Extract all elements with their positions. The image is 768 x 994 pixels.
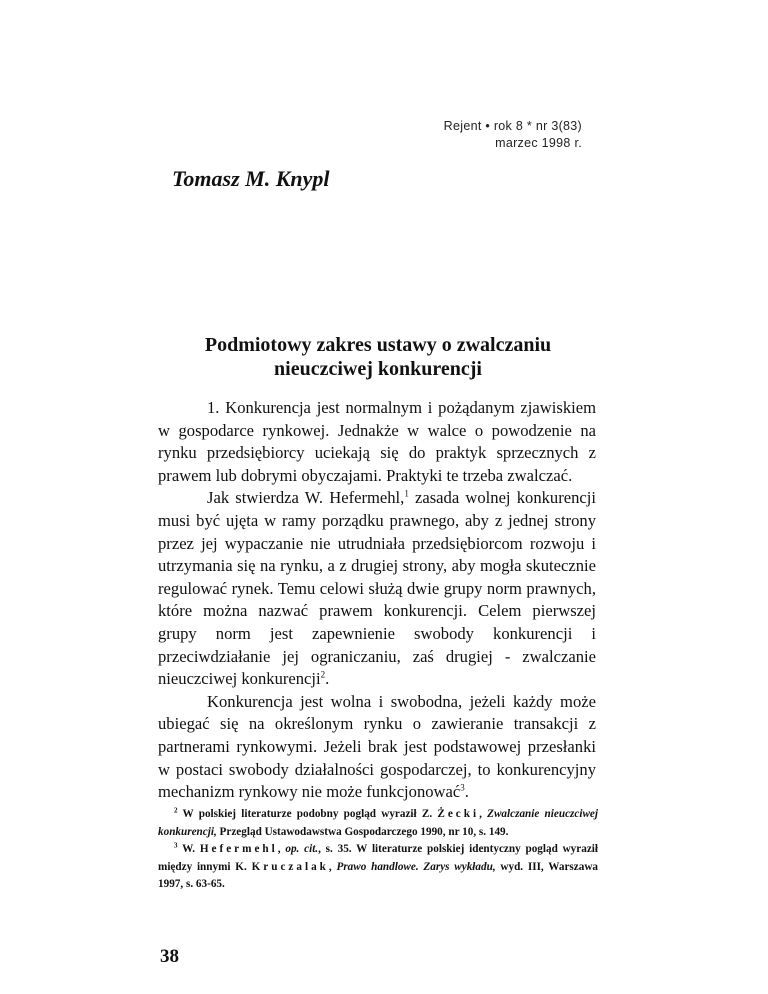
paragraph-3 [158,691,596,804]
footnote-2 [158,806,598,841]
journal-issue-line: Rejent • rok 8 * nr 3(83) [443,119,582,133]
article-title: Podmiotowy zakres ustawy o zwalczaniu nieuczciwej konkurencji [204,334,552,380]
footnote-2-number: 2 [174,806,178,815]
footnote-ref-3: 3 [460,782,465,793]
footnote-2-author: Żecki [437,808,480,820]
paragraph-2-part-b: zasada wolnej konkurencji musi być ujęta w ramy porządku prawnego, aby z jednej strony przez jej wypaczanie nie utrudniała przedsiębiorcom rozwoju i utrzymania się na rynku, a z drugiej strony, aby mogła skutecznie regulować rynek. Temu celowi służą dwie grupy norm prawnych, które można nazwać prawem konkurencji. Celem pierwszej grupy norm jest zapewnienie swobody konkurencji i przeciwdziałanie jej ograniczaniu, zaś drugiej - zwalczanie nieuczciwej konkurencji [158,488,596,689]
footnote-3-author-2: Kruczalak [251,860,329,873]
paragraph-1: 1. Konkurencja jest normalnym i pożądanym zjawiskiem w gospodarce rynkowej. Jednakże w walce o powodzenie na rynku przedsiębiorcy uciekają się do praktyk sprzecznych z prawem lub dobrymi obyczajami. Praktyki te trzeba zwalczać. [158,398,596,485]
footnote-2-text-b: , [479,808,488,820]
issue-date: marzec 1998 r. [495,136,582,150]
footnote-2-text-a: W polskiej literaturze podobny pogląd wyraził Z. [177,808,438,820]
footnote-2-text-c: Przegląd Ustawodawstwa Gospodarczego 1990, nr 10, s. 149. [216,825,509,838]
footnote-3-title: Prawo handlowe. Zarys wykładu, [336,860,496,873]
paragraph-2-part-c: . [325,669,330,689]
page-number: 38 [160,946,179,967]
paragraph-3-part-b: . [464,782,469,802]
paragraph-2-part-a: Jak stwierdza W. Hefermehl, [207,488,405,508]
footnote-2-title: Zwalczanie nieuczciwej konkurencji, [158,808,599,838]
footnote-3-text-d: , [328,860,337,873]
footnote-3-text-c: , s. 35. W literaturze polskiej identyczny pogląd wyraził między innymi K. [158,843,599,873]
footnote-3-text-b: , [277,843,286,855]
article-body [158,397,596,804]
footnote-3-text-a: W. [177,843,200,855]
footnote-3-number: 3 [174,841,178,850]
footnote-3-author: Hefermehl [199,843,278,855]
footnote-3-opcit: op. cit. [285,843,319,855]
footnotes [158,806,598,894]
footnote-ref-2: 2 [320,669,326,680]
footnote-3 [158,841,598,894]
paragraph-3-part-a: Konkurencja jest wolna i swobodna, jeżeli każdy może ubiegać się na określonym rynku o zawieranie transakcji z partnerami rynkowymi. Jeżeli brak jest podstawowej przesłanki w postaci swobody działalności gospodarczej, to konkurencyjny mechanizm rynkowy nie może funkcjonować [158,691,596,802]
footnote-ref-1: 1 [404,488,409,499]
paragraph-2 [158,487,596,690]
footnote-3-text-e: wyd. III, Warszawa 1997, s. 63-65. [158,860,599,890]
author-name: Tomasz M. Knypl [172,166,330,191]
